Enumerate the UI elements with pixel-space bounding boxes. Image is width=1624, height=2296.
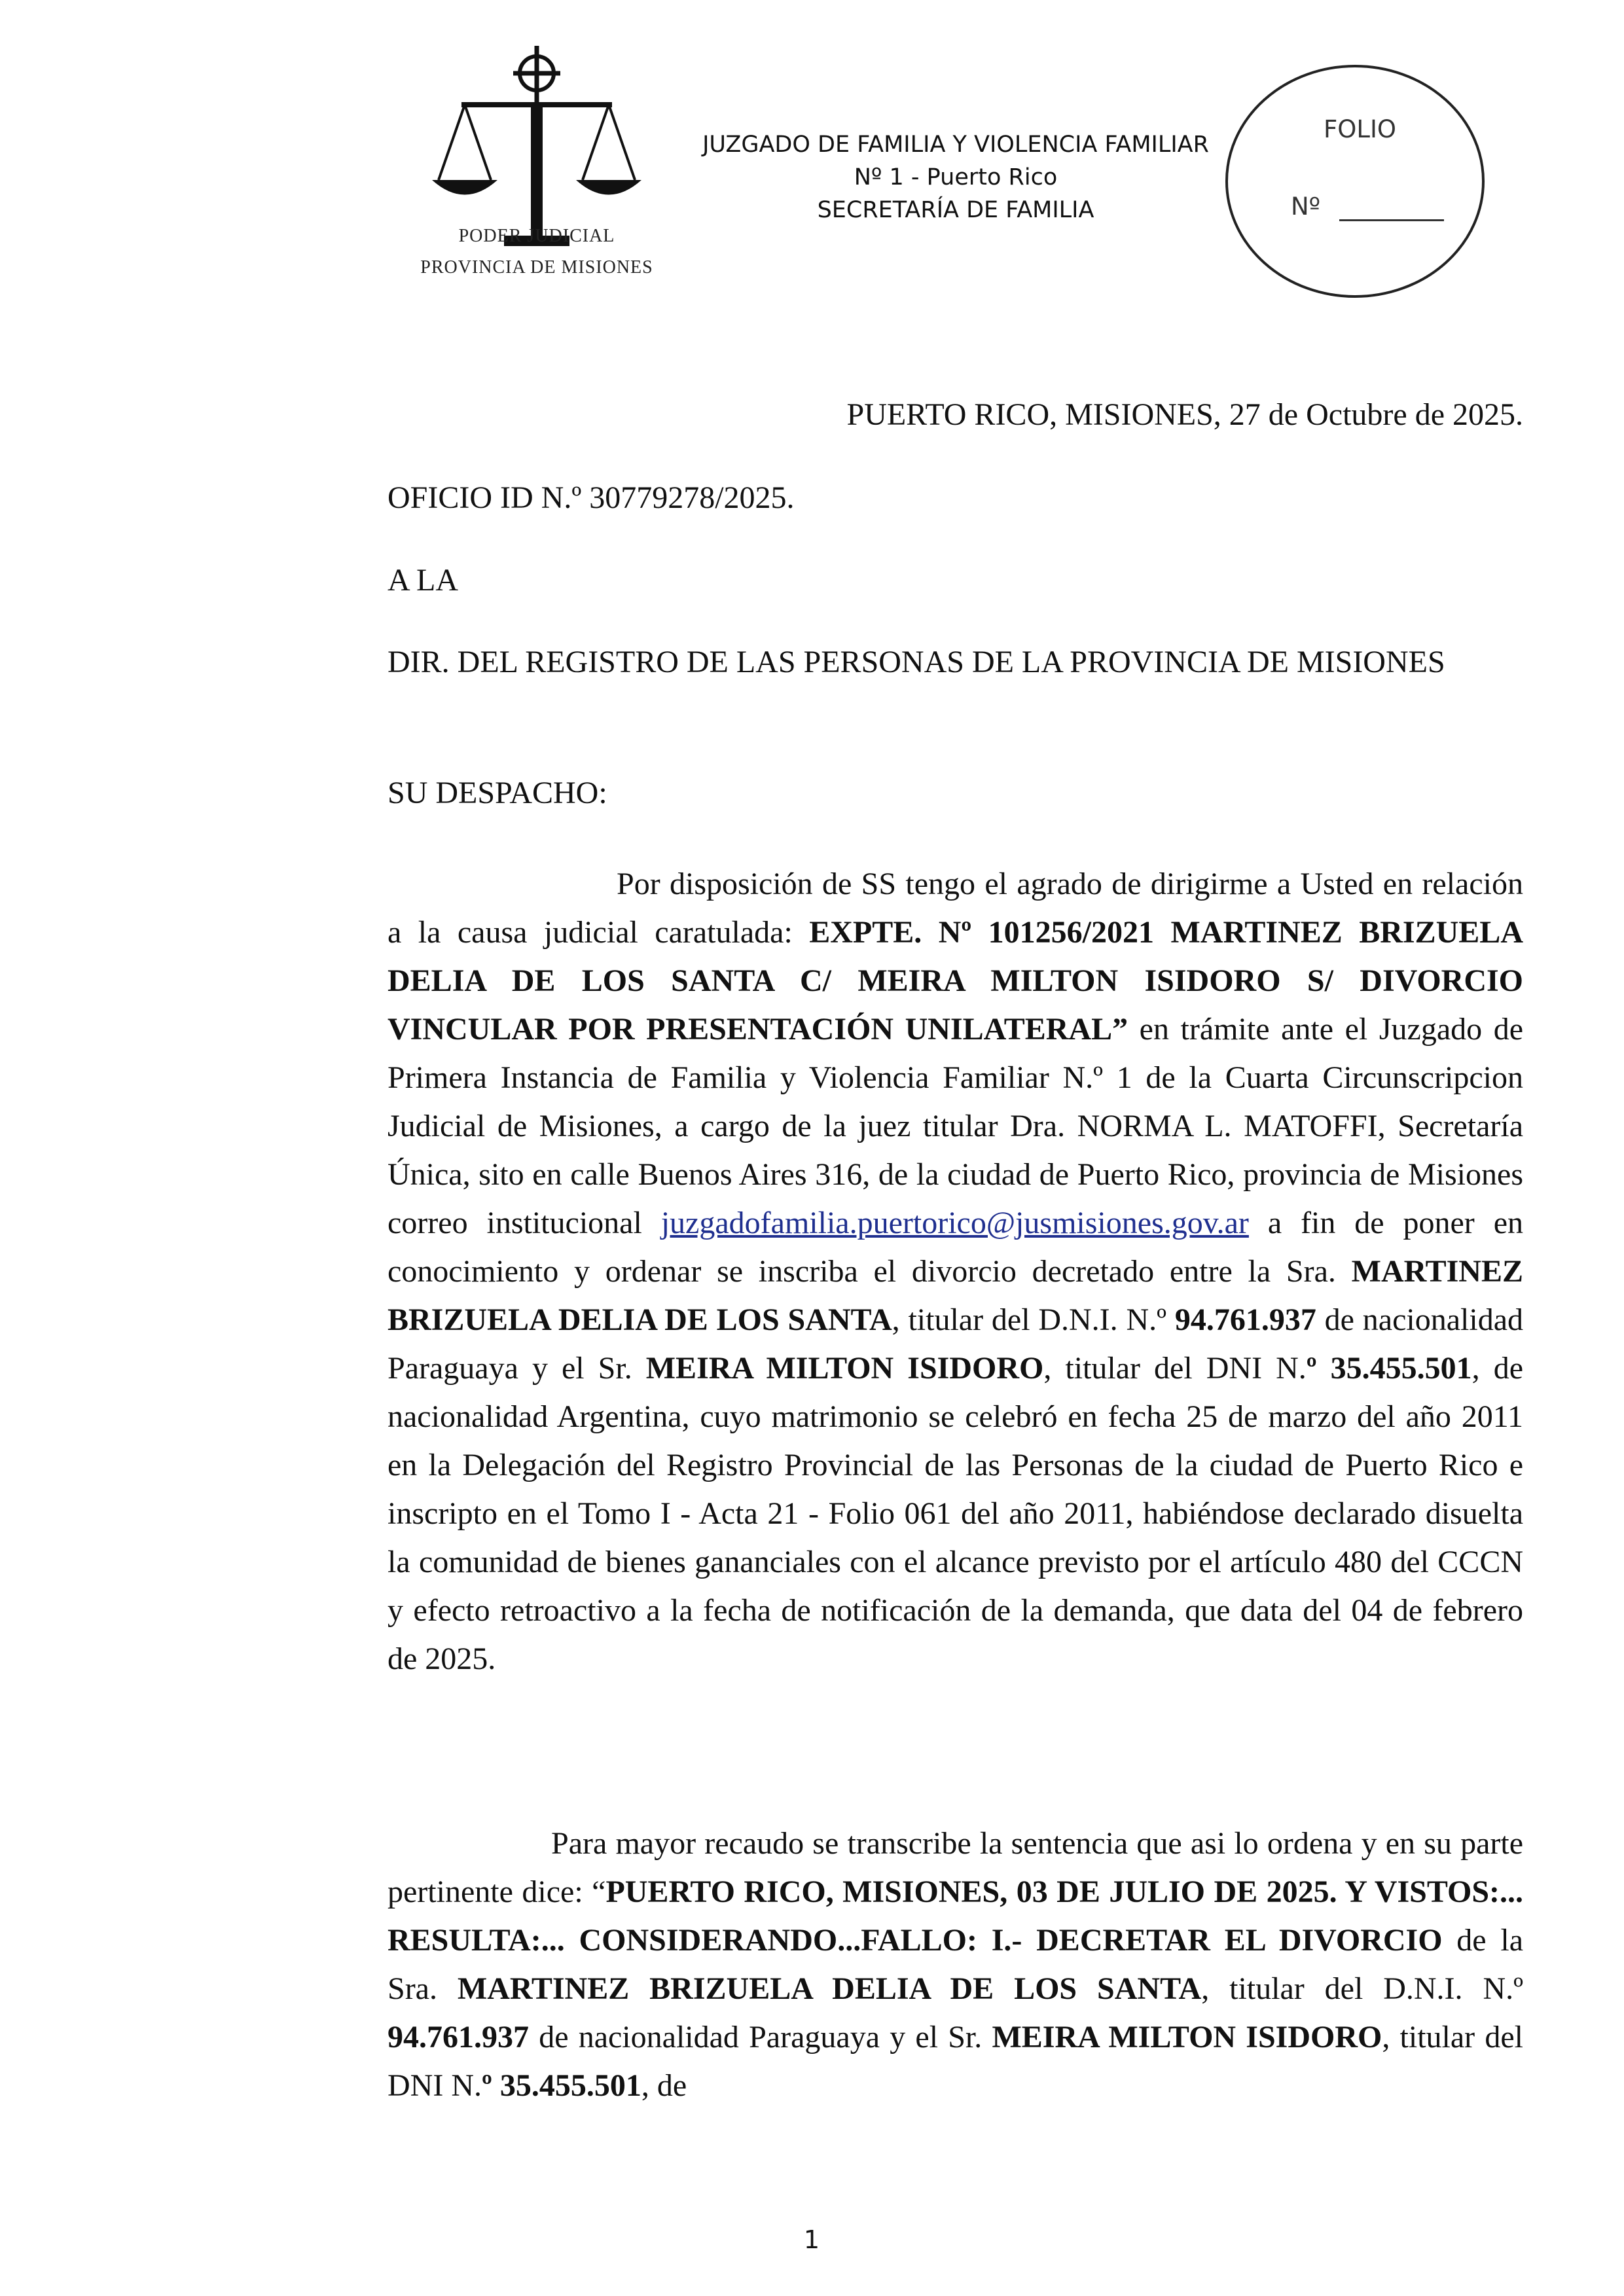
sentence-excerpt: PUERTO RICO, MISIONES, 03 DE JULIO DE 2025. Y VISTOS:... RESULTA:... CONSIDERANDO...FALLO: I.- DECRETAR EL DIVORCIO — [388, 1874, 1523, 1958]
text-span: , titular del D.N.I. N.º — [892, 1302, 1175, 1337]
logo-line-1: PODER JUDICIAL — [458, 226, 615, 246]
text-span: , de — [641, 2068, 687, 2103]
party-name: MEIRA MILTON ISIDORO — [645, 1351, 1044, 1386]
body-paragraph-2 — [388, 1820, 1523, 2110]
text-span: , titular del DNI N. — [1043, 1351, 1307, 1386]
page-number: 1 — [803, 2225, 820, 2254]
text-span: , titular del DNI N. — [388, 2020, 1524, 2103]
text-span: Por disposición de SS tengo el agrado de dirigirme a Usted en relación a la causa judicial caratulada: — [388, 867, 1523, 950]
party-dni: 94.761.937 — [388, 2020, 529, 2054]
party-dni: º 35.455.501 — [481, 2068, 641, 2103]
case-title: EXPTE. Nº 101256/2021 MARTINEZ BRIZUELA DELIA DE LOS SANTA C/ MEIRA MILTON ISIDORO S/ DIVORCIO VINCULAR POR PRESENTACIÓN UNILATERAL” — [388, 915, 1523, 1047]
court-header — [655, 128, 1257, 226]
text-span: Para mayor recaudo se transcribe la sentencia que asi lo ordena y en su parte pertinente dice: “ — [388, 1826, 1523, 1909]
party-name: MARTINEZ BRIZUELA DELIA DE LOS SANTA — [388, 1254, 1523, 1337]
party-dni: 94.761.937 — [1174, 1302, 1316, 1337]
document-date: PUERTO RICO, MISIONES, 27 de Octubre de 2025. — [846, 397, 1523, 432]
folio-stamp-icon — [1218, 60, 1492, 302]
court-header-line-1: JUZGADO DE FAMILIA Y VIOLENCIA FAMILIAR — [702, 132, 1209, 158]
party-name: MEIRA MILTON ISIDORO — [992, 2020, 1382, 2054]
folio-number-line — [1339, 219, 1444, 221]
party-name: MARTINEZ BRIZUELA DELIA DE LOS SANTA — [457, 1971, 1202, 2006]
folio-number-label: Nº — [1291, 192, 1321, 221]
text-span: , titular del D.N.I. N.º — [1201, 1971, 1523, 2006]
text-span: de la Sra. — [388, 1923, 1524, 2006]
court-header-line-3: SECRETARÍA DE FAMILIA — [817, 197, 1094, 223]
party-dni: º 35.455.501 — [1306, 1351, 1472, 1386]
body-paragraph-1 — [388, 860, 1523, 1683]
logo-line-2: PROVINCIA DE MISIONES — [420, 257, 653, 278]
oficio-id: OFICIO ID N.º 30779278/2025. — [388, 480, 795, 515]
court-header-line-2: Nº 1 - Puerto Rico — [854, 164, 1058, 190]
text-span: de nacionalidad Paraguaya y el Sr. — [388, 1302, 1524, 1386]
text-span: de nacionalidad Paraguaya y el Sr. — [529, 2020, 992, 2054]
text-span: a fin de poner en conocimiento y ordenar se inscriba el divorcio decretado entre la Sra. — [388, 1206, 1523, 1289]
text-span: en trámite ante el Juzgado de Primera Instancia de Familia y Violencia Familiar N.º 1 de la Cuarta Circunscripcion Judicial de Misiones, a cargo de la juez titular Dra. NORMA L. MATOFFI, Secretaría Única, sito en calle Buenos Aires 316, de la ciudad de Puerto Rico, provincia de Misiones correo institucional — [388, 1012, 1524, 1240]
recipient-name: DIR. DEL REGISTRO DE LAS PERSONAS DE LA PROVINCIA DE MISIONES — [388, 645, 1445, 679]
court-email-link[interactable]: juzgadofamilia.puertorico@jusmisiones.gov.ar — [660, 1206, 1249, 1240]
recipient-prefix: A LA — [388, 563, 458, 598]
text-span: , de nacionalidad Argentina, cuyo matrimonio se celebró en fecha 25 de marzo del año 2011 en la Delegación del Registro Provincial de las Personas de la ciudad de Puerto Rico e inscripto en el Tomo I - Acta 21 - Folio 061 del año 2011, habiéndose declarado disuelta la comunidad de bienes gananciales con el alcance previsto por el artículo 480 del CCCN y efecto retroactivo a la fecha de notificación de la demanda, que data del 04 de febrero de 2025. — [388, 1351, 1524, 1676]
greeting: SU DESPACHO: — [388, 776, 607, 810]
folio-label: FOLIO — [1324, 115, 1397, 143]
